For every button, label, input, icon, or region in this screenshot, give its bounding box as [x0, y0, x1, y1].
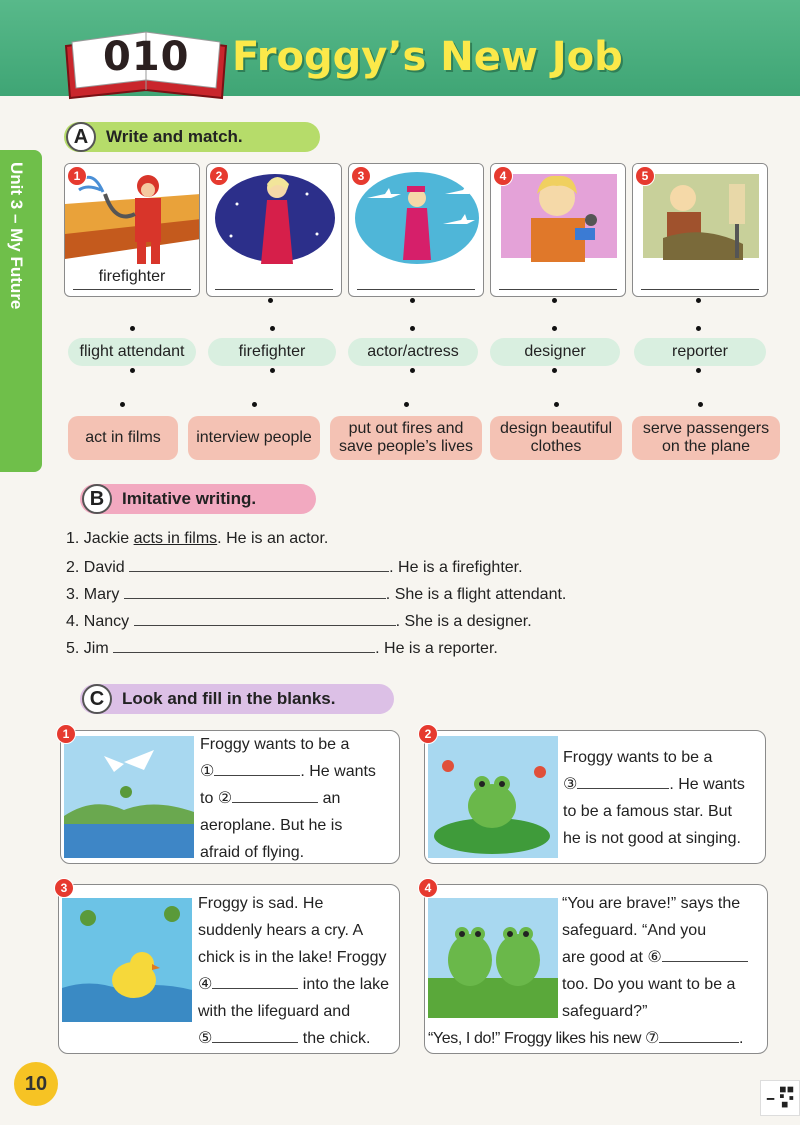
story-line: with the lifeguard and [198, 1003, 351, 1020]
picture-number-badge: 3 [351, 166, 371, 186]
match-dot[interactable] [130, 368, 135, 373]
story-line: “Yes, I do!” Froggy likes his new ⑦ [428, 1030, 659, 1047]
answer-blank[interactable] [214, 760, 300, 776]
line-suffix: . He is a firefighter. [389, 559, 523, 576]
line-suffix: . He is an actor. [217, 530, 329, 547]
activity-pill: interview people [188, 416, 320, 460]
match-dot[interactable] [120, 402, 125, 407]
activity-pill: serve passengers on the plane [632, 416, 780, 460]
answer-blank[interactable] [129, 557, 389, 572]
match-dot[interactable] [552, 326, 557, 331]
writing-line-2 [66, 557, 523, 577]
story-line: “You are brave!” says the [562, 895, 741, 912]
story-line: . [738, 1030, 744, 1047]
section-c-letter: C [82, 684, 112, 714]
blank-marker: ④ [198, 976, 213, 993]
picture-label[interactable] [357, 268, 475, 290]
picture-number-badge: 1 [67, 166, 87, 186]
story-number-badge: 4 [418, 878, 438, 898]
line-prefix: 3. Mary [66, 586, 120, 603]
story-line: too. Do you want to be a [562, 976, 736, 993]
story-2-text [563, 744, 745, 852]
activity-pill: act in films [68, 416, 178, 460]
blank-marker: are good at ⑥ [562, 949, 662, 966]
line-prefix: 2. David [66, 559, 125, 576]
story-line: . He wants [300, 763, 376, 780]
job-pill: flight attendant [68, 338, 196, 366]
job-pill: firefighter [208, 338, 336, 366]
line-suffix: . He is a reporter. [375, 640, 498, 657]
match-dot[interactable] [554, 402, 559, 407]
blank-marker: ⑤ [198, 1030, 213, 1047]
activity-pill: put out fires and save people’s lives [330, 416, 482, 460]
section-a-header [64, 122, 320, 152]
answer-blank[interactable] [212, 973, 298, 989]
story-line: the chick. [302, 1030, 371, 1047]
story-line: an [322, 790, 341, 807]
story-line: . He wants [669, 776, 745, 793]
section-a-title: Write and match. [106, 127, 243, 146]
lesson-number: 010 [103, 34, 190, 80]
picture-number-badge: 5 [635, 166, 655, 186]
line-suffix: . She is a flight attendant. [385, 586, 567, 603]
picture-number-badge: 4 [493, 166, 513, 186]
chick-in-lake-picture [62, 898, 192, 1022]
job-pill: actor/actress [348, 338, 478, 366]
answer-blank[interactable] [124, 584, 386, 599]
section-a-letter: A [66, 122, 96, 152]
two-frogs-picture [428, 898, 558, 1018]
answer-blank[interactable] [232, 787, 318, 803]
writing-line-3 [66, 584, 566, 604]
match-dot[interactable] [270, 326, 275, 331]
picture-label[interactable] [499, 268, 617, 290]
example-answer: acts in films [133, 530, 218, 547]
story-line: to be a famous star. But [563, 803, 732, 820]
match-dot[interactable] [404, 402, 409, 407]
picture-label[interactable] [215, 268, 333, 290]
frog-flying-picture [64, 736, 194, 858]
match-dot[interactable] [410, 326, 415, 331]
story-line: Froggy wants to be a [200, 736, 350, 753]
section-b-letter: B [82, 484, 112, 514]
blank-marker: ③ [563, 776, 578, 793]
match-dot[interactable] [552, 298, 557, 303]
writing-line-5 [66, 638, 498, 658]
job-pill: reporter [634, 338, 766, 366]
page-title: Froggy’s New Job [232, 34, 623, 80]
match-dot[interactable] [252, 402, 257, 407]
unit-side-tab [0, 150, 42, 472]
line-suffix: . She is a designer. [395, 613, 532, 630]
match-dot[interactable] [268, 298, 273, 303]
match-dot[interactable] [696, 298, 701, 303]
match-dot[interactable] [410, 368, 415, 373]
match-dot[interactable] [696, 368, 701, 373]
story-line: safeguard?” [562, 1003, 648, 1020]
section-b-header [80, 484, 316, 514]
answer-blank[interactable] [113, 638, 375, 653]
story-line: afraid of flying. [200, 844, 305, 861]
match-dot[interactable] [410, 298, 415, 303]
match-dot[interactable] [698, 402, 703, 407]
match-dot[interactable] [130, 326, 135, 331]
page-number: 10 [14, 1062, 58, 1106]
job-pill: designer [490, 338, 620, 366]
picture-3-flight-attendant [348, 163, 484, 297]
story-line: chick is in the lake! Froggy [198, 949, 387, 966]
picture-label[interactable]: firefighter [73, 268, 191, 290]
story-4-last-line [428, 1025, 743, 1052]
story-3-text [198, 890, 389, 1052]
unit-label: Unit 3 – My Future [7, 162, 26, 310]
answer-blank[interactable] [659, 1027, 739, 1043]
section-c-title: Look and fill in the blanks. [122, 689, 336, 708]
answer-blank[interactable] [662, 946, 748, 962]
picture-4-reporter [490, 163, 626, 297]
answer-blank[interactable] [577, 773, 669, 789]
qr-code-icon [760, 1080, 800, 1116]
picture-number-badge: 2 [209, 166, 229, 186]
match-dot[interactable] [696, 326, 701, 331]
section-b-title: Imitative writing. [122, 489, 257, 508]
picture-label[interactable] [641, 268, 759, 290]
story-number-badge: 3 [54, 878, 74, 898]
frog-singing-picture [428, 736, 558, 858]
picture-5-designer [632, 163, 768, 297]
blank-marker: to ② [200, 790, 233, 807]
match-dot[interactable] [552, 368, 557, 373]
answer-blank[interactable] [134, 611, 396, 626]
section-c-header [80, 684, 394, 714]
story-1-text [200, 731, 376, 866]
blank-marker: ① [200, 763, 215, 780]
picture-1-firefighter [64, 163, 200, 297]
picture-2-actress [206, 163, 342, 297]
line-prefix: 5. Jim [66, 640, 109, 657]
match-dot[interactable] [270, 368, 275, 373]
line-prefix: 1. Jackie [66, 530, 130, 547]
story-line: safeguard. “And you [562, 922, 707, 939]
story-line: he is not good at singing. [563, 830, 741, 847]
writing-line-1 [66, 530, 328, 548]
story-line: aeroplane. But he is [200, 817, 343, 834]
story-number-badge: 1 [56, 724, 76, 744]
story-line: suddenly hears a cry. A [198, 922, 364, 939]
story-line: Froggy wants to be a [563, 749, 713, 766]
activity-pill: design beautiful clothes [490, 416, 622, 460]
story-number-badge: 2 [418, 724, 438, 744]
line-prefix: 4. Nancy [66, 613, 130, 630]
story-line: into the lake [302, 976, 390, 993]
writing-line-4 [66, 611, 532, 631]
story-4-text [562, 890, 748, 1025]
story-line: Froggy is sad. He [198, 895, 324, 912]
answer-blank[interactable] [212, 1027, 298, 1043]
